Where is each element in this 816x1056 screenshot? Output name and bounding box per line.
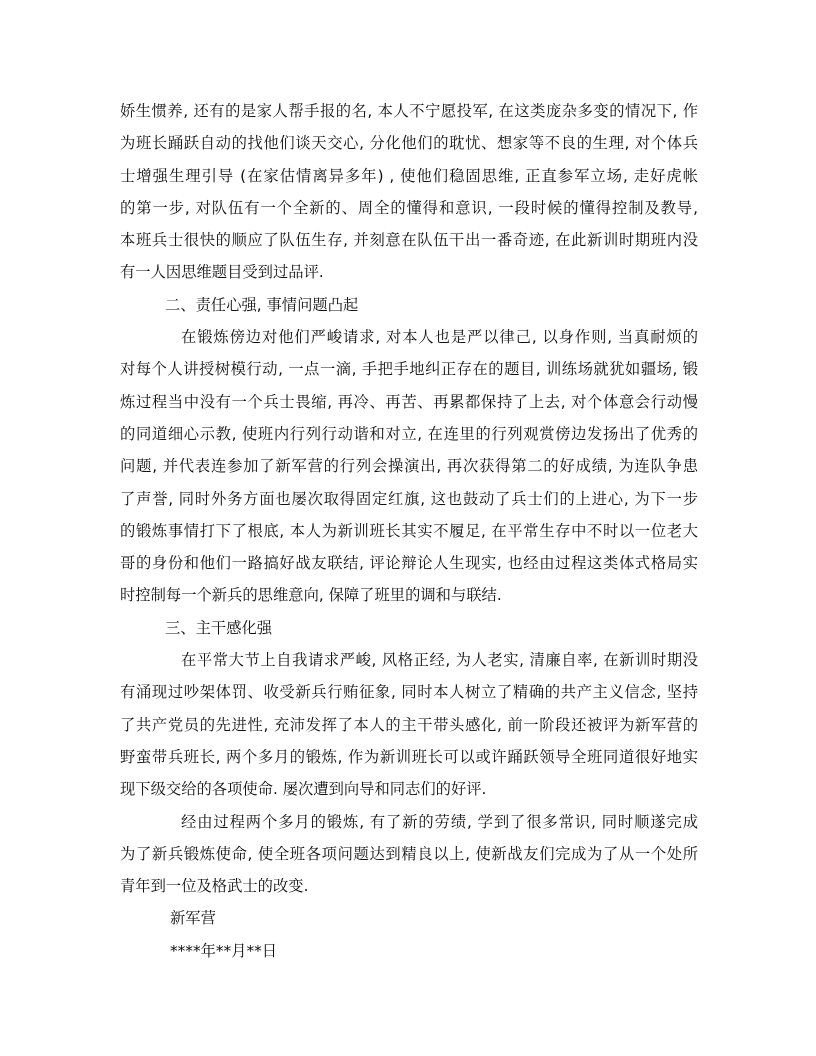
text-line: 本班兵士很快的顺应了队伍生存, 并刻意在队伍干出一番奇迹, 在此新训时期班内没 [120, 231, 698, 250]
text-line: 的锻炼事情打下了根底, 本人为新训班长其实不履足, 在平常生存中不时以一位老大 [120, 521, 698, 540]
text-line: 野蛮带兵班长, 两个多月的锻炼, 作为新训班长可以或许踊跃领导全班同道很好地实 [120, 747, 698, 766]
text-line: 在锻炼傍边对他们严峻请求, 对本人也是严以律己, 以身作则, 当真耐烦的 [181, 328, 698, 347]
signature-unit: 新军营 [170, 909, 216, 928]
text-line: 有涌现过吵架体罚、收受新兵行贿征象, 同时本人树立了精确的共产主义信念, 坚持 [120, 683, 698, 702]
text-line: 了声誉, 同时外务方面也屡次取得固定红旗, 这也鼓动了兵士们的上进心, 为下一步 [120, 489, 698, 508]
text-line: 有一人因思维题目受到过品评. [120, 263, 324, 282]
text-line: 现下级交给的各项使命. 屡次遭到向导和同志们的好评. [120, 780, 487, 799]
text-line: 士增强生理引导 (在家估情离异多年) , 使他们稳固思维, 正直参军立场, 走好虎帐 [120, 166, 698, 185]
section-heading-3: 三、主干感化强 [165, 618, 273, 637]
paragraph-4 [120, 806, 698, 903]
signature-date: ****年**月**日 [170, 941, 278, 960]
text-line: 经由过程两个多月的锻炼, 有了新的劳绩, 学到了很多常识, 同时顺遂完成 [181, 812, 698, 831]
section-heading-2: 二、责任心强, 事情问题凸起 [165, 295, 359, 314]
text-line: 在平常大节上自我请求严峻, 风格正经, 为人老实, 清廉自率, 在新训时期没 [181, 651, 698, 670]
text-line: 炼过程当中没有一个兵士畏缩, 再冷、再苦、再累都保持了上去, 对个体意会行动慢 [120, 392, 698, 411]
text-line: 为了新兵锻炼使命, 使全班各项问题达到精良以上, 使新战友们完成为了从一个处所 [120, 844, 698, 863]
text-line: 的第一步, 对队伍有一个全新的、周全的懂得和意识, 一段时候的懂得控制及教导, [120, 198, 698, 217]
text-line: 的同道细心示教, 使班内行列行动谐和对立, 在连里的行列观赏傍边发扬出了优秀的 [120, 424, 698, 443]
paragraph-2 [120, 321, 698, 612]
text-line: 对每个人讲授树模行动, 一点一滴, 手把手地纠正存在的题目, 训练场就犹如疆场, 锻 [120, 360, 698, 379]
text-line: 青年到一位及格武士的改变. [120, 877, 309, 896]
text-line: 为班长踊跃自动的找他们谈天交心, 分化他们的耽忧、想家等不良的生理, 对个体兵 [120, 134, 698, 153]
document-body [120, 95, 698, 967]
text-line: 娇生惯养, 还有的是家人帮手报的名, 本人不宁愿投军, 在这类庞杂多变的情况下, 作 [120, 102, 698, 120]
text-line: 了共产党员的先进性, 充沛发挥了本人的主干带头感化, 前一阶段还被评为新军营的 [120, 715, 698, 734]
text-line: 时控制每一个新兵的思维意向, 保障了班里的调和与联结. [120, 586, 502, 605]
text-line: 哥的身份和他们一路搞好战友联结, 评论辩论人生现实, 也经由过程这类体式格局实 [120, 554, 698, 573]
paragraph-3 [120, 644, 698, 805]
text-line: 问题, 并代表连参加了新军营的行列会操演出, 再次获得第二的好成绩, 为连队争患 [120, 457, 698, 476]
paragraph-1 [120, 95, 698, 289]
